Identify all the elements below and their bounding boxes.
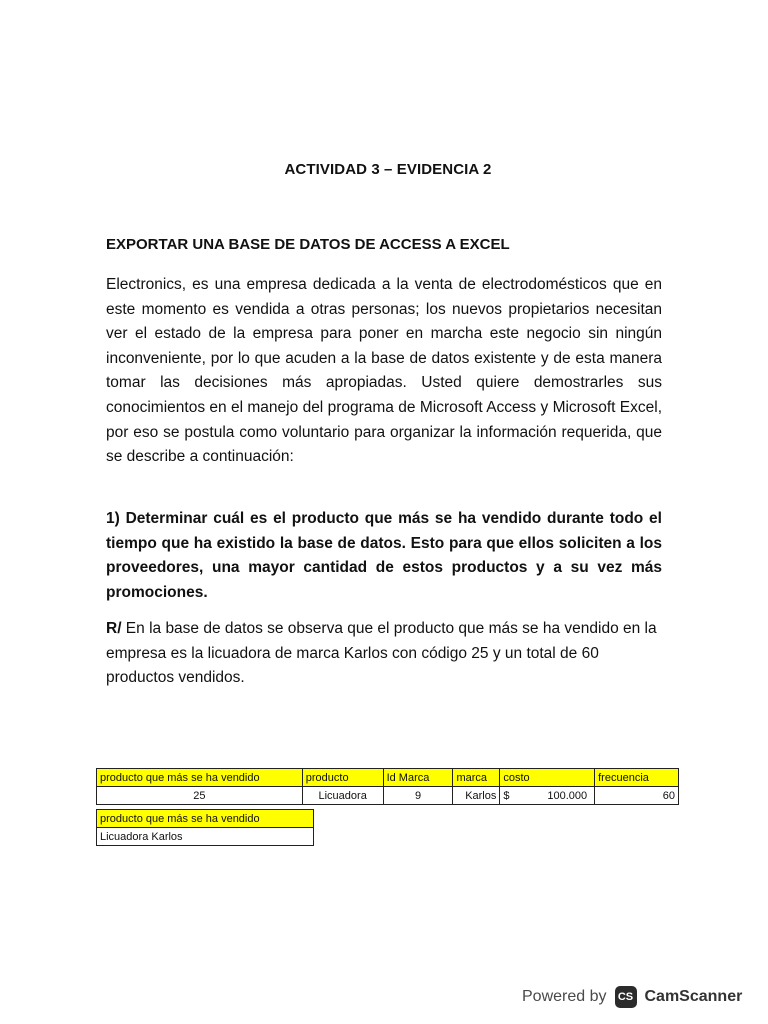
cell-costo [500,787,595,805]
cell-id-marca: 9 [383,787,453,805]
answer-label: R/ [106,620,122,637]
header-cell: producto [302,769,383,787]
currency-symbol: $ [503,789,510,802]
question-paragraph: 1) Determinar cuál es el producto que más se ha vendido durante todo el tiempo que ha existido la base de datos. Esto para que ellos soliciten a los proveedores, una mayor cantidad de estos productos y a su vez más promociones. [106,510,662,601]
camscanner-logo-icon: CS [615,986,637,1008]
header-cell: marca [453,769,500,787]
camscanner-brand: CamScanner [644,988,743,1005]
header-cell: frecuencia [595,769,679,787]
document-title: ACTIVIDAD 3 – EVIDENCIA 2 [284,161,492,178]
header-cell: producto que más se ha vendido [97,810,314,828]
cell-codigo: 25 [97,787,303,805]
cell-frecuencia: 60 [595,787,679,805]
table-header-row [97,810,314,828]
cell-summary-value: Licuadora Karlos [97,828,314,846]
table-row [97,787,679,805]
intro-paragraph: Electronics, es una empresa dedicada a la venta de electrodomésticos que en este momento es vendida a otras personas; los nuevos propietarios necesitan ver el estado de la empresa para poner en marcha este negocio sin ningún inconveniente, por lo que acuden a la base de datos existente y de esta manera tomar las decisiones más apropiadas. Usted quiere demostrarles sus conocimientos en el manejo del programa de Microsoft Access y Microsoft Excel, por eso se postula como voluntario para organizar la información requerida, que se describe a continuación: [106,276,662,466]
cell-marca: Karlos [453,787,500,805]
cost-value: 100.000 [547,789,588,802]
answer-text: En la base de datos se observa que el producto que más se ha vendido en la empresa es la licuadora de marca Karlos con código 25 y un total de 60 productos vendidos. [106,620,657,687]
summary-table [96,809,314,846]
section-heading: EXPORTAR UNA BASE DE DATOS DE ACCESS A EXCEL [106,236,510,253]
answer-paragraph [106,617,662,691]
header-cell: Id Marca [383,769,453,787]
header-cell: costo [500,769,595,787]
header-cell: producto que más se ha vendido [97,769,303,787]
cell-producto: Licuadora [302,787,383,805]
results-table [96,768,679,805]
scanner-watermark [522,982,742,1012]
powered-by-text: Powered by [522,988,607,1005]
table-header-row [97,769,679,787]
table-row [97,828,314,846]
